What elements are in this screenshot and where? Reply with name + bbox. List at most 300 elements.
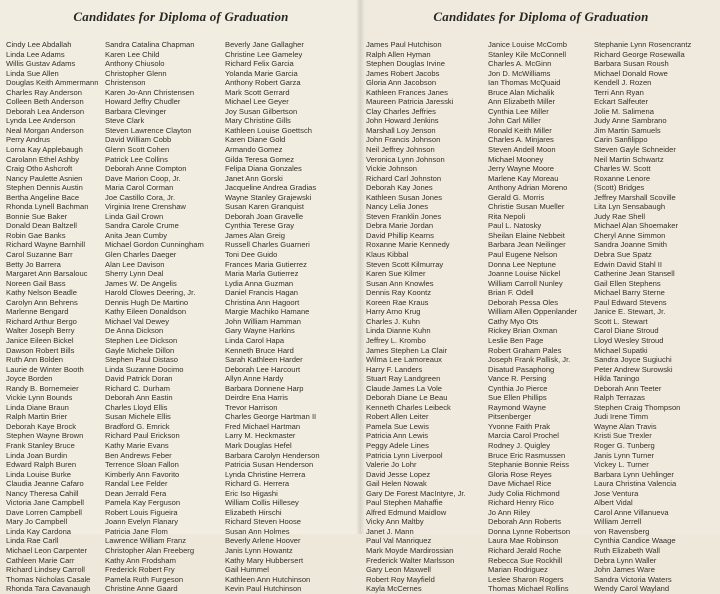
candidate-name: Barbara Lynn Uehlinger: [594, 469, 674, 479]
candidate-name: Veronica Lynn Johnson: [366, 154, 445, 164]
candidate-name: Joe Castillo Cora, Jr.: [105, 192, 176, 202]
candidate-name: Mark Scott Gerrard: [225, 87, 290, 97]
candidate-name: Kayla McCernes: [366, 584, 422, 594]
candidate-name: Richard Carl Johnston: [366, 173, 442, 183]
candidate-name: Charles W. Scott: [594, 164, 651, 174]
candidate-name: Claudia Jeanne Cafaro: [6, 479, 84, 489]
candidate-name: Alan Lee Davison: [105, 259, 165, 269]
candidate-name: Walter Joseph Berry: [6, 326, 75, 336]
candidate-name: Robert Graham Pales: [488, 345, 562, 355]
candidate-name: Ralph Terrazas: [594, 393, 645, 403]
candidate-name: Klaus Kibbal: [366, 250, 409, 260]
candidate-name: Allyn Anne Hardy: [225, 374, 284, 384]
candidate-name: Rhonda Tara Cavanaugh: [6, 584, 91, 594]
candidate-name: William Collis Hillesey: [225, 498, 299, 508]
candidate-name: Vickey L. Turner: [594, 460, 649, 470]
candidate-name: Thomas Michael Rollins: [488, 584, 569, 594]
candidate-name: Janet Ann Gorski: [225, 173, 283, 183]
candidate-name: Glen Charles Daeger: [105, 250, 177, 260]
candidate-name: Yvonne Faith Prak: [488, 421, 551, 431]
candidate-name: Valerie Jo Lohr: [366, 460, 417, 470]
candidate-name: Cathleen Marie Carr: [6, 555, 75, 565]
candidate-name: Debra Marie Jordan: [366, 221, 434, 231]
candidate-name: Donna Lynne Robertson: [488, 526, 571, 536]
candidate-name: Pamela Ruth Furgeson: [105, 574, 184, 584]
candidate-name: Stephen Wayne Brown: [6, 431, 84, 441]
candidate-name: Richard Wayne Barnhill: [6, 240, 86, 250]
candidate-name: Joy Susan Gilbertson: [225, 106, 298, 116]
candidate-name: Victoria Jane Campbell: [6, 498, 84, 508]
candidate-name: Hikla Taningo: [594, 374, 640, 384]
candidate-name: Robert Louis Figueira: [105, 507, 178, 517]
candidate-name: Linda Carol Hapa: [225, 335, 285, 345]
candidate-name: Anthony Adrian Moreno: [488, 183, 568, 193]
candidate-name: Kathleen Ann Hutchinson: [225, 574, 311, 584]
candidate-name: Jerry Wayne Moore: [488, 164, 554, 174]
candidate-name: Linda Gail Crown: [105, 211, 164, 221]
candidate-name: Christina Ann Hagoort: [225, 297, 300, 307]
candidate-name: Dawson Robert Bills: [6, 345, 75, 355]
candidate-name: Margie Machiko Hamane: [225, 307, 310, 317]
candidate-name: Susan Michele Ellis: [105, 412, 171, 422]
candidate-name: William Allen Oppenlander: [488, 307, 578, 317]
candidate-name: Vickie Johnson: [366, 164, 417, 174]
candidate-name: Barbara Donnene Harp: [225, 383, 304, 393]
candidate-name: Frances Maria Gutierrez: [225, 259, 307, 269]
candidate-name: James Alan Greig: [225, 230, 285, 240]
candidate-name: Lloyd Wesley Stroud: [594, 335, 664, 345]
candidate-name: Maria Marla Gutierrez: [225, 269, 299, 279]
candidate-name: Jacqueline Andrea Gradias: [225, 183, 317, 193]
candidate-name: Felipa Diana Gonzales: [225, 164, 302, 174]
candidate-name: Jon D. McWilliams: [488, 68, 551, 78]
candidate-name: Linda Louise Burke: [6, 469, 72, 479]
candidate-name: Paul L. Natosky: [488, 221, 542, 231]
candidate-name: Craig Otho Ashcroft: [6, 164, 73, 174]
candidate-name: Barbara Susan Roush: [594, 59, 669, 69]
candidate-name: Rickey Brian Oxman: [488, 326, 558, 336]
candidate-name: Carol Suzanne Barr: [6, 250, 73, 260]
candidate-name: Patricia Lynn Liverpool: [366, 450, 443, 460]
candidate-name: Janet J. Mann: [366, 526, 414, 536]
candidate-name: Eckart Salfeuter: [594, 97, 649, 107]
name-column: [594, 40, 716, 594]
candidate-name: Roger G. Tunberg: [594, 440, 655, 450]
candidate-name: Bruce Alan Michalik: [488, 87, 555, 97]
candidate-name: Steve Clark: [105, 116, 145, 126]
candidate-name: Christenson: [105, 78, 146, 88]
candidate-name: Yolanda Marie Garcia: [225, 68, 298, 78]
candidate-name: Richard Henry Rico: [488, 498, 554, 508]
candidate-name: David William Cobb: [105, 135, 172, 145]
candidate-name: Cindy Lee Abdallah: [6, 40, 72, 49]
candidate-name: Ruth Ann Bolden: [6, 355, 63, 365]
candidate-name: Jim Martin Samuels: [594, 125, 661, 135]
candidate-name: Linda Kay Cardona: [6, 526, 72, 536]
candidate-name: Margaret Ann Barsalouc: [6, 269, 88, 279]
candidate-name: Marlenne Bengard: [6, 307, 69, 317]
candidate-name: Beverly Arlene Hoover: [225, 536, 301, 546]
right-name-columns: [366, 40, 716, 594]
candidate-name: Sherry Lynn Deal: [105, 269, 164, 279]
candidate-name: Karen Diane Gold: [225, 135, 286, 145]
candidate-name: Frank Stanley Bruce: [6, 440, 75, 450]
candidate-name: Eric Iso Higashi: [225, 488, 278, 498]
candidate-name: Harold Clowes Deering, Jr.: [105, 288, 196, 298]
candidate-name: Sue Ellen Phillips: [488, 393, 547, 403]
candidate-name: Linda Dianne Kuhn: [366, 326, 431, 336]
candidate-name: Judy Rae Shell: [594, 211, 646, 221]
candidate-name: Toni Dee Guido: [225, 250, 278, 260]
candidate-name: Leslie Ben Page: [488, 335, 544, 345]
candidate-name: Lydia Anna Guzman: [225, 278, 294, 288]
candidate-name: Steven Lawrence Clayton: [105, 125, 192, 135]
candidate-name: Deborah Kay Jones: [366, 183, 433, 193]
candidate-name: Ben Andrews Feber: [105, 450, 172, 460]
candidate-name: Gloria Rose Reyes: [488, 469, 552, 479]
candidate-name: Barbara Jean Neilinger: [488, 240, 566, 250]
candidate-name: Mark Moyde Mardirossian: [366, 545, 454, 555]
candidate-name: Marlene Kay Moreau: [488, 173, 559, 183]
candidate-name: Anita Jean Cumby: [105, 230, 168, 240]
candidate-name: Marshall Loy Jenson: [366, 125, 436, 135]
candidate-name: Judy Colia Richmond: [488, 488, 560, 498]
candidate-name: Howard Jeffry Chudler: [105, 97, 181, 107]
candidate-name: Christopher Alan Freeberg: [105, 545, 195, 555]
candidate-name: Charles George Hartman II: [225, 412, 317, 422]
candidate-name: Neil Jeffrey Johnson: [366, 145, 435, 155]
candidate-name: John James Ware: [594, 565, 655, 575]
candidate-name: Deborah Anne Compton: [105, 164, 187, 174]
candidate-name: Bruce Eric Rasmussen: [488, 450, 566, 460]
candidate-name: Harry F. Landers: [366, 364, 423, 374]
candidate-name: Russell Charles Guarneri: [225, 240, 310, 250]
candidate-name: Neil Martin Schwartz: [594, 154, 664, 164]
candidate-name: Rita Nepoli: [488, 211, 526, 221]
candidate-name: James Robert Jacobs: [366, 68, 440, 78]
candidate-name: Roxanne Marie Kennedy: [366, 240, 450, 250]
candidate-name: Dean Jerrald Fera: [105, 488, 167, 498]
candidate-name: Frederick Robert Fry: [105, 565, 175, 575]
candidate-name: Sandra Catalina Chapman: [105, 40, 195, 49]
left-page-title: Candidates for Diploma of Graduation: [73, 9, 289, 24]
candidate-name: Michael Leon Carpenter: [6, 545, 88, 555]
candidate-name: Sandra Joanne Smith: [594, 240, 668, 250]
candidate-name: (Scott) Bridges: [594, 183, 645, 193]
candidate-name: Steven Andell Moon: [488, 145, 556, 155]
candidate-name: Bonnie Sue Baker: [6, 211, 68, 221]
candidate-name: Cynthia Lee Miller: [488, 106, 549, 116]
candidate-name: Cheryl Anne Simmon: [594, 230, 666, 240]
candidate-name: Carol Diane Stroud: [594, 326, 659, 336]
candidate-name: Gayle Michele Dillon: [105, 345, 175, 355]
candidate-name: Gerald G. Morris: [488, 192, 545, 202]
candidate-name: Barbara Clevinger: [105, 106, 167, 116]
candidate-name: Richard Arthur Bergo: [6, 316, 77, 326]
candidate-name: Joyce Borden: [6, 374, 53, 384]
right-page: [360, 0, 720, 594]
candidate-name: Linda Diane Braun: [6, 402, 69, 412]
candidate-name: Paul Eugene Nelson: [488, 250, 558, 260]
candidate-name: Charles Ray Anderson: [6, 87, 82, 97]
candidate-name: Linda Sue Allen: [6, 68, 59, 78]
candidate-name: Robert Allen Leiter: [366, 412, 429, 422]
candidate-name: Maria Carol Corman: [105, 183, 174, 193]
candidate-name: Edward Ralph Buren: [6, 460, 77, 470]
candidate-name: Kathy Mary Hubbersert: [225, 555, 304, 565]
candidate-name: von Ravensberg: [594, 526, 650, 536]
candidate-name: Kathy Eileen Donaldson: [105, 307, 187, 317]
candidate-name: Kathy Marie Evans: [105, 440, 169, 450]
candidate-name: Janice Eileen Bickel: [6, 335, 74, 345]
candidate-name: Vance R. Persing: [488, 374, 547, 384]
candidate-name: Richard Paul Erickson: [105, 431, 180, 441]
candidate-name: Stephanie Lynn Rosencrantz: [594, 40, 692, 49]
candidate-name: James Paul Hutchison: [366, 40, 442, 49]
candidate-name: Donna Lee Neptune: [488, 259, 556, 269]
candidate-name: Gary De Forest MacIntyre, Jr.: [366, 488, 466, 498]
candidate-name: Alfred Edmund Maidlow: [366, 507, 447, 517]
candidate-name: Koreen Rae Kraus: [366, 297, 429, 307]
candidate-name: Catherine Jean Stansell: [594, 269, 675, 279]
candidate-name: Jo Ann Riley: [488, 507, 531, 517]
right-page-title: Candidates for Diploma of Graduation: [433, 9, 649, 24]
candidate-name: Richard Lindsey Carroll: [6, 565, 85, 575]
candidate-name: Christie Susan Mueller: [488, 202, 565, 212]
candidate-name: Ian Thomas McQuaid: [488, 78, 561, 88]
candidate-name: Richard G. Herrera: [225, 479, 290, 489]
candidate-name: Janis Lynn Howantz: [225, 545, 293, 555]
candidate-name: Patrick Lee Collins: [105, 154, 168, 164]
candidate-name: Robert Roy Mayfield: [366, 574, 435, 584]
candidate-name: Lita Lyn Sensabaugh: [594, 202, 666, 212]
candidate-name: Mary Jo Campbell: [6, 517, 68, 527]
candidate-name: Carolann Ethel Ashby: [6, 154, 80, 164]
candidate-name: Deirdre Ena Harris: [225, 393, 288, 403]
candidate-name: Sandra Joyce Sugiuchi: [594, 355, 672, 365]
candidate-name: William Carroll Nunley: [488, 278, 563, 288]
candidate-name: Randal Lee Felder: [105, 479, 168, 489]
candidate-name: David Phillip Kearns: [366, 230, 434, 240]
candidate-name: Janice E. Stewart, Jr.: [594, 307, 666, 317]
candidate-name: Stephen Lee Dickson: [105, 335, 178, 345]
candidate-name: Stephen Paul Distaso: [105, 355, 179, 365]
candidate-name: Peter Andrew Surowski: [594, 364, 673, 374]
candidate-name: Kenneth Charles Leibeck: [366, 402, 451, 412]
candidate-name: Christopher Glenn: [105, 68, 167, 78]
candidate-name: Cynthia Candice Waage: [594, 536, 676, 546]
candidate-name: Karen Sue Kilmer: [366, 269, 426, 279]
candidate-name: Linda Lee Adams: [6, 49, 65, 59]
candidate-name: Gail Hummel: [225, 565, 269, 575]
candidate-name: Randy B. Bornemeier: [6, 383, 79, 393]
candidate-name: De Anna Dickson: [105, 326, 164, 336]
candidate-name: Lynda Lee Anderson: [6, 116, 76, 126]
candidate-name: Kristi Sue Trexler: [594, 431, 652, 441]
candidate-name: Mark Douglas Hefel: [225, 440, 292, 450]
candidate-name: Richard Felix Garcia: [225, 59, 294, 69]
candidate-name: Roxanne Lenore: [594, 173, 651, 183]
candidate-name: Edwin David Stahl II: [594, 259, 662, 269]
candidate-name: Janis Lynn Turner: [594, 450, 655, 460]
candidate-name: Michael Val Dewey: [105, 316, 170, 326]
candidate-name: Karen Jo-Ann Christensen: [105, 87, 195, 97]
candidate-name: Stephen Craig Thompson: [594, 402, 681, 412]
candidate-name: Deborah Lea Anderson: [6, 106, 85, 116]
candidate-name: Jeffrey L. Krombo: [366, 335, 426, 345]
candidate-name: Carin Sanfilippo: [594, 135, 648, 145]
candidate-name: Ronald Keith Miller: [488, 125, 552, 135]
candidate-name: John Howard Jenkins: [366, 116, 439, 126]
candidate-name: Nancy Paulette Asnien: [6, 173, 83, 183]
candidate-name: Brian F. Odell: [488, 288, 534, 298]
candidate-name: James W. De Angelis: [105, 278, 177, 288]
candidate-name: Trevor Harrison: [225, 402, 278, 412]
candidate-name: Deborah Kaye Brock: [6, 421, 77, 431]
candidate-name: Donald Dean Baltzell: [6, 221, 77, 231]
candidate-name: Larry M. Heckmaster: [225, 431, 296, 441]
candidate-name: Linda Joan Burdin: [6, 450, 68, 460]
candidate-name: Deborah Joan Gravelle: [225, 211, 304, 221]
candidate-name: Albert Vidal: [594, 498, 633, 508]
name-column: [6, 40, 105, 594]
candidate-name: Robin Gae Banks: [6, 230, 66, 240]
left-name-columns: [6, 40, 356, 594]
candidate-name: William Jerrell: [594, 517, 642, 527]
candidate-name: John Carl Miller: [488, 116, 541, 126]
candidate-name: Carol Anne Villanueva: [594, 507, 669, 517]
candidate-name: Clay Charles Jeffries: [366, 106, 436, 116]
candidate-name: Joseph Frank Pallisk, Jr.: [488, 355, 571, 365]
candidate-name: Lynda Christine Herrera: [225, 469, 306, 479]
candidate-name: Paul Val Manriquez: [366, 536, 432, 546]
candidate-name: Rodney J. Quigley: [488, 440, 551, 450]
candidate-name: Sandra Victoria Waters: [594, 574, 672, 584]
candidate-name: Deborah Ann Roberts: [488, 517, 562, 527]
candidate-name: Scott L. Stewart: [594, 316, 648, 326]
candidate-name: Judy Anne Sambrano: [594, 116, 667, 126]
candidate-name: Gail Ellen Stephens: [594, 278, 661, 288]
candidate-name: Raymond Wayne: [488, 402, 546, 412]
candidate-name: Sheilan Elaine Nebbeit: [488, 230, 565, 240]
candidate-name: Colleen Beth Anderson: [6, 97, 84, 107]
candidate-name: Marcia Carol Prochel: [488, 431, 559, 441]
candidate-name: Bertha Angeline Bace: [6, 192, 80, 202]
candidate-name: Nancy Theresa Cahill: [6, 488, 79, 498]
candidate-name: Ralph Martin Brier: [6, 412, 68, 422]
candidate-name: Stanley Kile McConnell: [488, 49, 567, 59]
candidate-name: Michael Barry Sterne: [594, 288, 665, 298]
candidate-name: Barbara Carolyn Henderson: [225, 450, 320, 460]
candidate-name: Pitsenberger: [488, 412, 532, 422]
candidate-name: Debra Lynn Waller: [594, 555, 657, 565]
candidate-name: Dave Marion Coop, Jr.: [105, 173, 181, 183]
candidate-name: Gary Wayne Harkins: [225, 326, 295, 336]
candidate-name: Jeffrey Marshall Scoville: [594, 192, 676, 202]
candidate-name: Stephen Dennis Austin: [6, 183, 83, 193]
name-column: [366, 40, 488, 594]
candidate-name: Janice Louise McComb: [488, 40, 567, 49]
candidate-name: Stephanie Bonnie Reiss: [488, 460, 570, 470]
candidate-name: Dennis Ray Koontz: [366, 288, 432, 298]
candidate-name: Deborah Ann Teeter: [594, 383, 662, 393]
candidate-name: Vickie Lynn Bounds: [6, 393, 73, 403]
candidate-name: Daniel Francis Hagan: [225, 288, 299, 298]
candidate-name: Terrence Sloan Fallon: [105, 460, 179, 470]
candidate-name: Michael Gordon Cunningham: [105, 240, 204, 250]
candidate-name: John Francis Johnson: [366, 135, 441, 145]
candidate-name: Harry Arno Krug: [366, 307, 421, 317]
candidate-name: Claude James La Vole: [366, 383, 442, 393]
candidate-name: Lorna Kay Applebaugh: [6, 145, 83, 155]
candidate-name: Susan Ann Holmes: [225, 526, 290, 536]
candidate-name: Perry Andrus: [6, 135, 50, 145]
candidate-name: Kimberly Ann Favorito: [105, 469, 180, 479]
candidate-name: Dave Michael Rice: [488, 479, 552, 489]
candidate-name: Kathleen Frances Janes: [366, 87, 448, 97]
candidate-name: Dennis Hugh De Martino: [105, 297, 189, 307]
candidate-name: David Patrick Doran: [105, 374, 173, 384]
candidate-name: Betty Jo Barrera: [6, 259, 61, 269]
candidate-name: Wayne Stanley Grajewski: [225, 192, 312, 202]
candidate-name: Laura Christina Valencia: [594, 479, 677, 489]
candidate-name: Gilda Teresa Gomez: [225, 154, 295, 164]
candidate-name: Vicky Ann Maltby: [366, 517, 424, 527]
candidate-name: Joann Evelyn Flanary: [105, 517, 179, 527]
candidate-name: Richard George Rosewalla: [594, 49, 685, 59]
candidate-name: Judi Irene Timm: [594, 412, 649, 422]
candidate-name: Marian Rodriguez: [488, 565, 548, 575]
candidate-name: Richard Jerald Roche: [488, 545, 562, 555]
candidate-name: Nancy Lelia Jones: [366, 202, 429, 212]
candidate-name: Michael Donald Rowe: [594, 68, 668, 78]
candidate-name: Patricia Susan Henderson: [225, 460, 314, 470]
candidate-name: Karen Lee Child: [105, 49, 160, 59]
candidate-name: Deborah Ann Eastin: [105, 393, 173, 403]
candidate-name: Kendell J. Rozen: [594, 78, 652, 88]
candidate-name: Linda Rae Carll: [6, 536, 59, 546]
candidate-name: Laura Mae Robinson: [488, 536, 559, 546]
candidate-name: Richard Steven Hoose: [225, 517, 301, 527]
candidate-name: Fred Michael Hartman: [225, 421, 301, 431]
candidate-name: Patricia Jane Flom: [105, 526, 168, 536]
candidate-name: Kathy Ann Frodsham: [105, 555, 176, 565]
candidate-name: Joanne Louise Nickel: [488, 269, 561, 279]
candidate-name: Wilma Lee Lamoreaux: [366, 355, 442, 365]
candidate-name: Pamela Kay Ferguson: [105, 498, 181, 508]
candidate-name: Stuart Ray Landgreen: [366, 374, 441, 384]
candidate-name: Dave Lorren Campbell: [6, 507, 82, 517]
candidate-name: Paul Stephen Mahaffie: [366, 498, 443, 508]
candidate-name: Kevin Paul Hutchinson: [225, 584, 302, 594]
candidate-name: Rebecca Sue Rockhill: [488, 555, 563, 565]
candidate-name: John William Hamman: [225, 316, 301, 326]
candidate-name: Lawrence William Franz: [105, 536, 187, 546]
candidate-name: Linda Suzanne Docimo: [105, 364, 184, 374]
candidate-name: Deborah Diane Le Beau: [366, 393, 448, 403]
candidate-name: Terri Ann Ryan: [594, 87, 644, 97]
candidate-name: Charles A. McGinn: [488, 59, 552, 69]
candidate-name: Thomas Nicholas Casale: [6, 574, 91, 584]
candidate-name: Anthony Robert Garza: [225, 78, 301, 88]
candidate-name: Christine Anne Gaard: [105, 584, 178, 594]
candidate-name: Charles A. Minjares: [488, 135, 554, 145]
candidate-name: Stephen Douglas Irvine: [366, 59, 445, 69]
candidate-name: Susan Ann Knowles: [366, 278, 434, 288]
candidate-name: Charles Lloyd Ellis: [105, 402, 168, 412]
candidate-name: Glenn Scott Cohen: [105, 145, 170, 155]
candidate-name: Willis Gustav Adams: [6, 59, 76, 69]
